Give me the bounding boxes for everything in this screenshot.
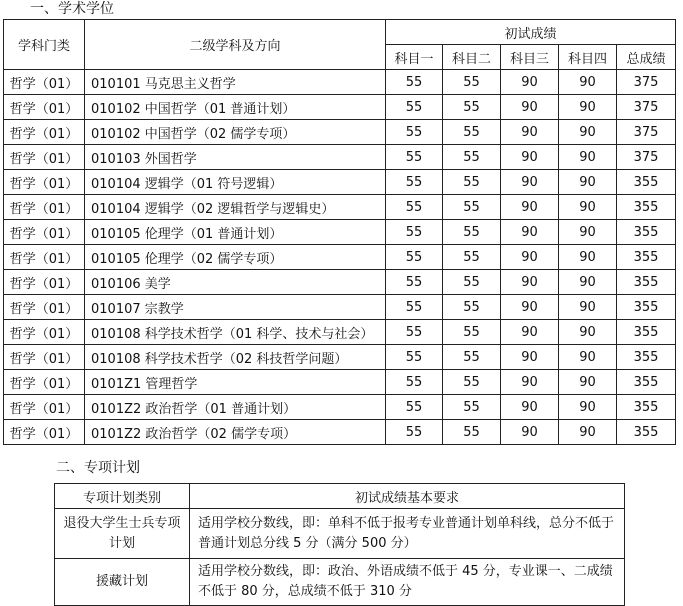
cell-subject-3: 90 — [501, 370, 559, 395]
cell-direction: 010107 宗教学 — [85, 295, 386, 320]
cell-subject-3: 90 — [501, 420, 559, 445]
cell-subject-1: 55 — [386, 420, 443, 445]
cell-subject-4: 90 — [559, 420, 617, 445]
header-requirement: 初试成绩基本要求 — [190, 484, 625, 509]
table-row — [4, 120, 676, 145]
cell-category: 哲学（01） — [4, 195, 85, 220]
cell-subject-1: 55 — [386, 195, 443, 220]
cell-subject-4: 90 — [559, 70, 617, 95]
table-row — [4, 395, 676, 420]
cell-total: 375 — [617, 70, 676, 95]
header-subject-1: 科目一 — [386, 45, 443, 70]
cell-category: 哲学（01） — [4, 95, 85, 120]
cell-subject-3: 90 — [501, 345, 559, 370]
cell-total: 355 — [617, 345, 676, 370]
cell-total: 355 — [617, 245, 676, 270]
cell-subject-3: 90 — [501, 95, 559, 120]
header-direction: 二级学科及方向 — [85, 20, 386, 70]
cell-total: 375 — [617, 145, 676, 170]
cell-subject-4: 90 — [559, 270, 617, 295]
section-title-academic: 一、学术学位 — [30, 1, 114, 17]
special-plan-table — [54, 483, 625, 606]
cell-subject-1: 55 — [386, 245, 443, 270]
cell-subject-1: 55 — [386, 120, 443, 145]
cell-plan-type: 援藏计划 — [55, 559, 190, 606]
cell-subject-2: 55 — [443, 195, 501, 220]
table-row — [55, 559, 625, 606]
table-row — [4, 245, 676, 270]
cell-subject-3: 90 — [501, 270, 559, 295]
academic-table-body — [4, 70, 676, 445]
cell-direction: 010101 马克思主义哲学 — [85, 70, 386, 95]
cell-subject-4: 90 — [559, 120, 617, 145]
cell-subject-4: 90 — [559, 220, 617, 245]
cell-subject-2: 55 — [443, 145, 501, 170]
cell-category: 哲学（01） — [4, 395, 85, 420]
header-subject-4: 科目四 — [559, 45, 617, 70]
cell-subject-3: 90 — [501, 120, 559, 145]
table-row — [55, 509, 625, 559]
cell-subject-1: 55 — [386, 170, 443, 195]
header-subject-2: 科目二 — [443, 45, 501, 70]
cell-subject-2: 55 — [443, 395, 501, 420]
cell-subject-1: 55 — [386, 345, 443, 370]
cell-requirement: 适用学校分数线，即：政治、外语成绩不低于 45 分，专业课一、二成绩不低于 80 分，总成绩不低于 310 分 — [190, 559, 625, 606]
cell-subject-2: 55 — [443, 295, 501, 320]
table-row — [4, 270, 676, 295]
cell-subject-1: 55 — [386, 320, 443, 345]
cell-subject-4: 90 — [559, 395, 617, 420]
cell-direction: 010108 科学技术哲学（01 科学、技术与社会） — [85, 320, 386, 345]
cell-total: 375 — [617, 120, 676, 145]
cell-subject-2: 55 — [443, 420, 501, 445]
table-row — [4, 420, 676, 445]
cell-subject-2: 55 — [443, 120, 501, 145]
cell-total: 355 — [617, 270, 676, 295]
cell-direction: 010103 外国哲学 — [85, 145, 386, 170]
cell-total: 355 — [617, 220, 676, 245]
cell-subject-1: 55 — [386, 295, 443, 320]
cell-category: 哲学（01） — [4, 70, 85, 95]
special-plan-table-body — [55, 509, 625, 606]
table-row — [4, 370, 676, 395]
cell-total: 355 — [617, 195, 676, 220]
cell-subject-4: 90 — [559, 195, 617, 220]
cell-subject-3: 90 — [501, 195, 559, 220]
cell-subject-3: 90 — [501, 395, 559, 420]
cell-total: 375 — [617, 95, 676, 120]
cell-category: 哲学（01） — [4, 170, 85, 195]
cell-category: 哲学（01） — [4, 295, 85, 320]
header-subject-3: 科目三 — [501, 45, 559, 70]
cell-direction: 010102 中国哲学（02 儒学专项） — [85, 120, 386, 145]
cell-total: 355 — [617, 370, 676, 395]
cell-subject-2: 55 — [443, 270, 501, 295]
cell-direction: 010106 美学 — [85, 270, 386, 295]
cell-subject-1: 55 — [386, 270, 443, 295]
header-category: 学科门类 — [4, 20, 85, 70]
cell-category: 哲学（01） — [4, 320, 85, 345]
cell-subject-4: 90 — [559, 95, 617, 120]
table-row — [4, 195, 676, 220]
section-title-special-plan: 二、专项计划 — [56, 460, 140, 476]
cell-subject-2: 55 — [443, 95, 501, 120]
cell-direction: 010104 逻辑学（02 逻辑哲学与逻辑史） — [85, 195, 386, 220]
cell-total: 355 — [617, 295, 676, 320]
cell-subject-2: 55 — [443, 345, 501, 370]
header-total: 总成绩 — [617, 45, 676, 70]
cell-direction: 0101Z2 政治哲学（01 普通计划） — [85, 395, 386, 420]
cell-subject-3: 90 — [501, 145, 559, 170]
cell-direction: 010108 科学技术哲学（02 科技哲学问题） — [85, 345, 386, 370]
cell-category: 哲学（01） — [4, 245, 85, 270]
cell-subject-4: 90 — [559, 170, 617, 195]
cell-subject-4: 90 — [559, 295, 617, 320]
cell-subject-3: 90 — [501, 170, 559, 195]
cell-subject-4: 90 — [559, 245, 617, 270]
cell-category: 哲学（01） — [4, 220, 85, 245]
cell-subject-3: 90 — [501, 245, 559, 270]
table-row — [4, 145, 676, 170]
cell-category: 哲学（01） — [4, 370, 85, 395]
table-row — [4, 95, 676, 120]
cell-subject-2: 55 — [443, 170, 501, 195]
cell-subject-1: 55 — [386, 95, 443, 120]
cell-total: 355 — [617, 170, 676, 195]
cell-direction: 010102 中国哲学（01 普通计划） — [85, 95, 386, 120]
cell-direction: 010104 逻辑学（01 符号逻辑） — [85, 170, 386, 195]
table-row — [4, 220, 676, 245]
table-row — [4, 170, 676, 195]
cell-category: 哲学（01） — [4, 345, 85, 370]
cell-subject-2: 55 — [443, 245, 501, 270]
cell-subject-2: 55 — [443, 220, 501, 245]
table-row — [4, 320, 676, 345]
cell-subject-3: 90 — [501, 295, 559, 320]
academic-score-table — [3, 19, 676, 445]
cell-total: 355 — [617, 395, 676, 420]
cell-category: 哲学（01） — [4, 120, 85, 145]
cell-direction: 0101Z1 管理哲学 — [85, 370, 386, 395]
cell-plan-type: 退役大学生士兵专项计划 — [55, 509, 190, 559]
cell-category: 哲学（01） — [4, 145, 85, 170]
cell-subject-4: 90 — [559, 145, 617, 170]
cell-subject-3: 90 — [501, 70, 559, 95]
table-row — [4, 345, 676, 370]
cell-total: 355 — [617, 420, 676, 445]
cell-subject-3: 90 — [501, 220, 559, 245]
cell-subject-2: 55 — [443, 370, 501, 395]
cell-direction: 010105 伦理学（02 儒学专项） — [85, 245, 386, 270]
cell-subject-4: 90 — [559, 320, 617, 345]
cell-total: 355 — [617, 320, 676, 345]
cell-subject-4: 90 — [559, 370, 617, 395]
header-scores-group: 初试成绩 — [386, 20, 676, 45]
cell-subject-1: 55 — [386, 145, 443, 170]
cell-subject-2: 55 — [443, 70, 501, 95]
cell-requirement: 适用学校分数线，即：单科不低于报考专业普通计划单科线，总分不低于普通计划总分线 5 分（满分 500 分） — [190, 509, 625, 559]
header-plan-type: 专项计划类别 — [55, 484, 190, 509]
cell-subject-1: 55 — [386, 70, 443, 95]
cell-direction: 010105 伦理学（01 普通计划） — [85, 220, 386, 245]
cell-subject-1: 55 — [386, 395, 443, 420]
table-row — [4, 295, 676, 320]
cell-direction: 0101Z2 政治哲学（02 儒学专项） — [85, 420, 386, 445]
cell-category: 哲学（01） — [4, 270, 85, 295]
cell-category: 哲学（01） — [4, 420, 85, 445]
table-row — [4, 70, 676, 95]
cell-subject-4: 90 — [559, 345, 617, 370]
cell-subject-2: 55 — [443, 320, 501, 345]
cell-subject-3: 90 — [501, 320, 559, 345]
cell-subject-1: 55 — [386, 220, 443, 245]
cell-subject-1: 55 — [386, 370, 443, 395]
